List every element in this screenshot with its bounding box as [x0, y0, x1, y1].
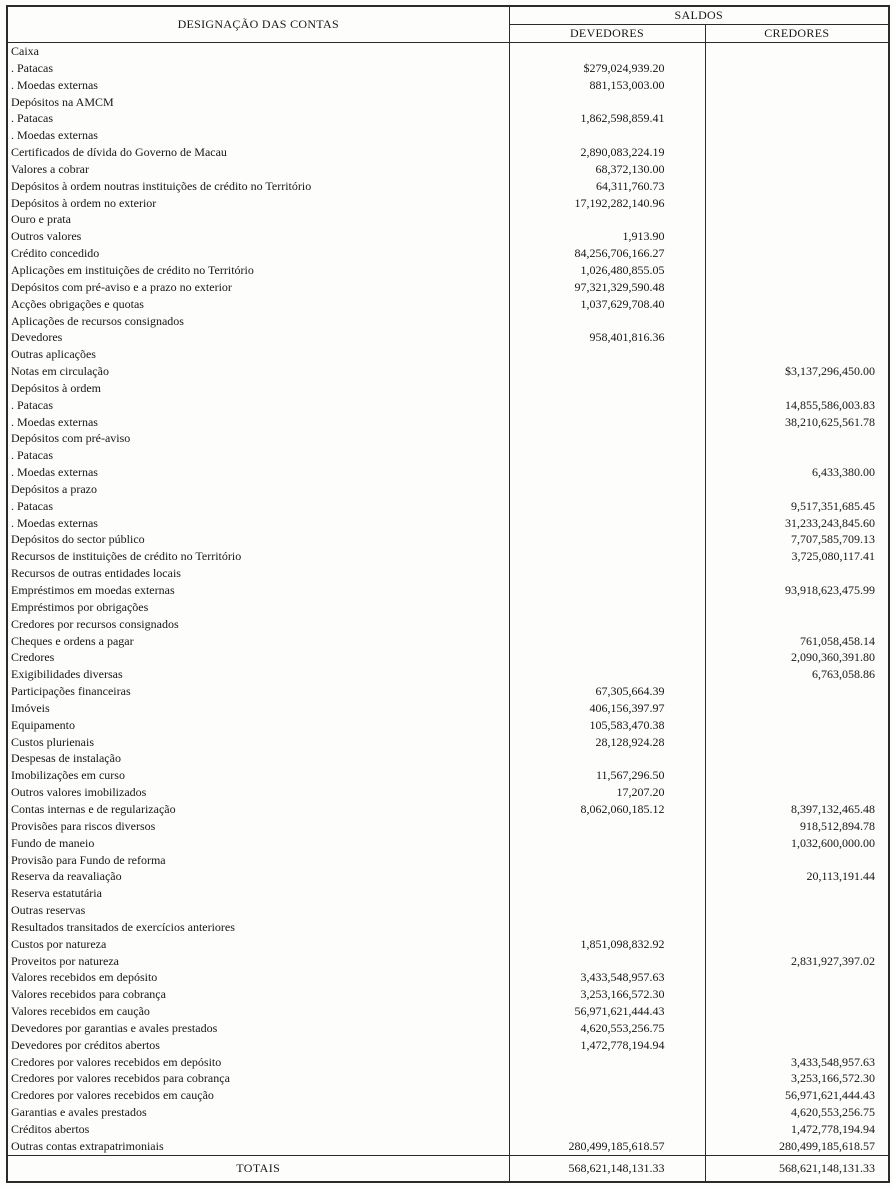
devedores-value: 1,862,598,859.41 — [509, 110, 705, 127]
account-name: Contas internas e de regularização — [7, 801, 509, 818]
credores-value: 3,433,548,957.63 — [705, 1054, 889, 1071]
credores-value — [705, 750, 889, 767]
devedores-value: 1,472,778,194.94 — [509, 1037, 705, 1054]
account-name: Depósitos na AMCM — [7, 94, 509, 111]
credores-value — [705, 885, 889, 902]
credores-value: 6,433,380.00 — [705, 464, 889, 481]
credores-value — [705, 228, 889, 245]
account-row — [7, 1020, 889, 1037]
account-row — [7, 245, 889, 262]
credores-value: 761,058,458.14 — [705, 633, 889, 650]
account-name: Recursos de instituições de crédito no Território — [7, 548, 509, 565]
account-row — [7, 767, 889, 784]
account-row — [7, 750, 889, 767]
totals-devedores-value: 568,621,148,131.33 — [509, 1155, 705, 1182]
credores-value — [705, 77, 889, 94]
devedores-value — [509, 868, 705, 885]
account-name: Provisão para Fundo de reforma — [7, 852, 509, 869]
devedores-value: 64,311,760.73 — [509, 178, 705, 195]
credores-value — [705, 700, 889, 717]
credores-value — [705, 1003, 889, 1020]
credores-value — [705, 1020, 889, 1037]
account-row — [7, 262, 889, 279]
credores-value: 31,233,243,845.60 — [705, 515, 889, 532]
credores-value — [705, 43, 889, 60]
credores-value — [705, 110, 889, 127]
account-name: . Patacas — [7, 498, 509, 515]
devedores-value: 97,321,329,590.48 — [509, 279, 705, 296]
account-name: Custos por natureza — [7, 936, 509, 953]
account-name: Devedores por créditos abertos — [7, 1037, 509, 1054]
account-row — [7, 313, 889, 330]
account-row — [7, 683, 889, 700]
devedores-value: 406,156,397.97 — [509, 700, 705, 717]
devedores-value: 1,851,098,832.92 — [509, 936, 705, 953]
account-row — [7, 531, 889, 548]
devedores-value: 1,913.90 — [509, 228, 705, 245]
account-name: Imóveis — [7, 700, 509, 717]
devedores-value — [509, 649, 705, 666]
account-name: Valores recebidos em caução — [7, 1003, 509, 1020]
devedores-value: 1,026,480,855.05 — [509, 262, 705, 279]
account-name: . Moedas externas — [7, 77, 509, 94]
account-row — [7, 161, 889, 178]
column-header-designacao-das-contas: DESIGNAÇÃO DAS CONTAS — [7, 6, 509, 43]
account-name: Recursos de outras entidades locais — [7, 565, 509, 582]
account-row — [7, 717, 889, 734]
account-name: Depósitos com pré-aviso e a prazo no exterior — [7, 279, 509, 296]
account-row — [7, 565, 889, 582]
account-row — [7, 868, 889, 885]
account-row — [7, 363, 889, 380]
totals-row — [7, 1155, 889, 1182]
devedores-value — [509, 616, 705, 633]
account-row — [7, 94, 889, 111]
account-row — [7, 498, 889, 515]
devedores-value — [509, 565, 705, 582]
credores-value — [705, 346, 889, 363]
account-name: Empréstimos por obrigações — [7, 599, 509, 616]
devedores-value — [509, 346, 705, 363]
account-row — [7, 986, 889, 1003]
credores-value — [705, 1037, 889, 1054]
credores-value — [705, 380, 889, 397]
credores-value — [705, 313, 889, 330]
account-row — [7, 852, 889, 869]
account-name: Equipamento — [7, 717, 509, 734]
devedores-value — [509, 902, 705, 919]
account-name: Reserva estatutária — [7, 885, 509, 902]
account-row — [7, 1087, 889, 1104]
devedores-value — [509, 633, 705, 650]
account-row — [7, 1054, 889, 1071]
credores-value: $3,137,296,450.00 — [705, 363, 889, 380]
credores-value — [705, 60, 889, 77]
devedores-value: 56,971,621,444.43 — [509, 1003, 705, 1020]
account-name: . Moedas externas — [7, 127, 509, 144]
account-row — [7, 178, 889, 195]
credores-value — [705, 969, 889, 986]
credores-value: 3,253,166,572.30 — [705, 1070, 889, 1087]
credores-value — [705, 784, 889, 801]
account-row — [7, 582, 889, 599]
devedores-value: 84,256,706,166.27 — [509, 245, 705, 262]
credores-value — [705, 902, 889, 919]
account-row — [7, 447, 889, 464]
devedores-value — [509, 818, 705, 835]
credores-value — [705, 178, 889, 195]
header-row-saldos — [7, 6, 889, 25]
account-name: Fundo de maneio — [7, 835, 509, 852]
account-name: Acções obrigações e quotas — [7, 296, 509, 313]
account-name: Caixa — [7, 43, 509, 60]
credores-value: 93,918,623,475.99 — [705, 582, 889, 599]
account-row — [7, 1138, 889, 1155]
devedores-value — [509, 1121, 705, 1138]
account-name: Credores por valores recebidos em caução — [7, 1087, 509, 1104]
account-row — [7, 1070, 889, 1087]
account-name: Resultados transitados de exercícios anteriores — [7, 919, 509, 936]
devedores-value: 68,372,130.00 — [509, 161, 705, 178]
credores-value — [705, 734, 889, 751]
account-row — [7, 1037, 889, 1054]
devedores-value: 4,620,553,256.75 — [509, 1020, 705, 1037]
credores-value — [705, 329, 889, 346]
account-name: . Patacas — [7, 447, 509, 464]
accounts-table-header — [7, 6, 889, 43]
account-row — [7, 127, 889, 144]
accounts-table — [6, 5, 890, 1183]
account-row — [7, 1121, 889, 1138]
credores-value — [705, 767, 889, 784]
account-row — [7, 734, 889, 751]
account-name: Credores — [7, 649, 509, 666]
account-name: Crédito concedido — [7, 245, 509, 262]
account-name: Depósitos com pré-aviso — [7, 430, 509, 447]
account-name: Credores por valores recebidos para cobrança — [7, 1070, 509, 1087]
account-row — [7, 144, 889, 161]
account-name: Certificados de dívida do Governo de Macau — [7, 144, 509, 161]
devedores-value — [509, 363, 705, 380]
account-name: . Moedas externas — [7, 515, 509, 532]
column-header-saldos: SALDOS — [509, 6, 889, 25]
account-name: Valores recebidos em depósito — [7, 969, 509, 986]
devedores-value: 958,401,816.36 — [509, 329, 705, 346]
devedores-value — [509, 498, 705, 515]
account-name: Depósitos à ordem no exterior — [7, 195, 509, 212]
devedores-value — [509, 885, 705, 902]
account-name: Outras contas extrapatrimoniais — [7, 1138, 509, 1155]
account-row — [7, 936, 889, 953]
totals-credores-value: 568,621,148,131.33 — [705, 1155, 889, 1182]
account-row — [7, 77, 889, 94]
credores-value: 38,210,625,561.78 — [705, 414, 889, 431]
devedores-value — [509, 919, 705, 936]
account-row — [7, 397, 889, 414]
account-row — [7, 43, 889, 60]
account-row — [7, 919, 889, 936]
credores-value — [705, 245, 889, 262]
account-name: Outros valores — [7, 228, 509, 245]
credores-value: 2,090,360,391.80 — [705, 649, 889, 666]
account-row — [7, 1003, 889, 1020]
credores-value — [705, 127, 889, 144]
account-name: Notas em circulação — [7, 363, 509, 380]
account-name: Outras reservas — [7, 902, 509, 919]
credores-value: 9,517,351,685.45 — [705, 498, 889, 515]
account-name: Provisões para riscos diversos — [7, 818, 509, 835]
credores-value — [705, 852, 889, 869]
credores-value — [705, 616, 889, 633]
account-row — [7, 279, 889, 296]
devedores-value: 1,037,629,708.40 — [509, 296, 705, 313]
devedores-value — [509, 94, 705, 111]
credores-value — [705, 195, 889, 212]
devedores-value — [509, 481, 705, 498]
devedores-value — [509, 430, 705, 447]
account-name: . Moedas externas — [7, 414, 509, 431]
devedores-value: 17,207.20 — [509, 784, 705, 801]
account-row — [7, 464, 889, 481]
account-name: Depósitos a prazo — [7, 481, 509, 498]
devedores-value — [509, 43, 705, 60]
devedores-value — [509, 211, 705, 228]
devedores-value — [509, 852, 705, 869]
credores-value — [705, 599, 889, 616]
account-name: Aplicações em instituições de crédito no Território — [7, 262, 509, 279]
account-name: Exigibilidades diversas — [7, 666, 509, 683]
credores-value — [705, 565, 889, 582]
devedores-value — [509, 582, 705, 599]
account-name: Outras aplicações — [7, 346, 509, 363]
account-name: Depósitos à ordem noutras instituições de crédito no Território — [7, 178, 509, 195]
credores-value: 6,763,058.86 — [705, 666, 889, 683]
credores-value: 8,397,132,465.48 — [705, 801, 889, 818]
account-row — [7, 616, 889, 633]
devedores-value: 17,192,282,140.96 — [509, 195, 705, 212]
account-name: Créditos abertos — [7, 1121, 509, 1138]
account-name: . Patacas — [7, 110, 509, 127]
credores-value — [705, 430, 889, 447]
devedores-value — [509, 313, 705, 330]
devedores-value: 2,890,083,224.19 — [509, 144, 705, 161]
account-row — [7, 515, 889, 532]
devedores-value: 67,305,664.39 — [509, 683, 705, 700]
devedores-value: 28,128,924.28 — [509, 734, 705, 751]
devedores-value — [509, 1087, 705, 1104]
devedores-value: 11,567,296.50 — [509, 767, 705, 784]
account-row — [7, 430, 889, 447]
devedores-value — [509, 531, 705, 548]
credores-value: 14,855,586,003.83 — [705, 397, 889, 414]
account-name: Ouro e prata — [7, 211, 509, 228]
devedores-value — [509, 548, 705, 565]
credores-value — [705, 936, 889, 953]
account-name: Custos plurienais — [7, 734, 509, 751]
account-name: Aplicações de recursos consignados — [7, 313, 509, 330]
account-name: Valores recebidos para cobrança — [7, 986, 509, 1003]
credores-value — [705, 717, 889, 734]
devedores-value: 3,253,166,572.30 — [509, 986, 705, 1003]
devedores-value — [509, 397, 705, 414]
credores-value: 4,620,553,256.75 — [705, 1104, 889, 1121]
account-name: Devedores — [7, 329, 509, 346]
account-row — [7, 110, 889, 127]
account-row — [7, 649, 889, 666]
account-name: Participações financeiras — [7, 683, 509, 700]
account-row — [7, 801, 889, 818]
credores-value — [705, 447, 889, 464]
account-name: . Patacas — [7, 397, 509, 414]
devedores-value — [509, 1070, 705, 1087]
devedores-value — [509, 515, 705, 532]
credores-value — [705, 279, 889, 296]
devedores-value: 881,153,003.00 — [509, 77, 705, 94]
account-row — [7, 329, 889, 346]
account-row — [7, 380, 889, 397]
account-row — [7, 818, 889, 835]
accounts-table-footer — [7, 1155, 889, 1182]
credores-value — [705, 919, 889, 936]
account-row — [7, 211, 889, 228]
account-row — [7, 953, 889, 970]
credores-value: 56,971,621,444.43 — [705, 1087, 889, 1104]
account-name: Imobilizações em curso — [7, 767, 509, 784]
account-name: Credores por valores recebidos em depósito — [7, 1054, 509, 1071]
credores-value: 20,113,191.44 — [705, 868, 889, 885]
devedores-value — [509, 380, 705, 397]
devedores-value — [509, 666, 705, 683]
totals-label: TOTAIS — [7, 1155, 509, 1182]
devedores-value — [509, 414, 705, 431]
account-name: . Patacas — [7, 60, 509, 77]
devedores-value — [509, 953, 705, 970]
account-row — [7, 835, 889, 852]
account-name: Depósitos do sector público — [7, 531, 509, 548]
account-row — [7, 60, 889, 77]
credores-value — [705, 683, 889, 700]
devedores-value: 3,433,548,957.63 — [509, 969, 705, 986]
account-name: Reserva da reavaliação — [7, 868, 509, 885]
column-header-devedores: DEVEDORES — [509, 25, 705, 43]
account-row — [7, 885, 889, 902]
account-row — [7, 346, 889, 363]
devedores-value — [509, 1054, 705, 1071]
account-name: . Moedas externas — [7, 464, 509, 481]
account-row — [7, 784, 889, 801]
account-name: Despesas de instalação — [7, 750, 509, 767]
devedores-value — [509, 447, 705, 464]
credores-value — [705, 211, 889, 228]
devedores-value — [509, 835, 705, 852]
credores-value — [705, 481, 889, 498]
account-row — [7, 195, 889, 212]
accounts-table-body — [7, 43, 889, 1156]
devedores-value — [509, 750, 705, 767]
devedores-value — [509, 599, 705, 616]
devedores-value: 105,583,470.38 — [509, 717, 705, 734]
credores-value — [705, 144, 889, 161]
credores-value: 1,472,778,194.94 — [705, 1121, 889, 1138]
credores-value — [705, 94, 889, 111]
credores-value: 3,725,080,117.41 — [705, 548, 889, 565]
account-name: Devedores por garantias e avales prestados — [7, 1020, 509, 1037]
credores-value: 2,831,927,397.02 — [705, 953, 889, 970]
devedores-value: $279,024,939.20 — [509, 60, 705, 77]
credores-value — [705, 296, 889, 313]
credores-value: 7,707,585,709.13 — [705, 531, 889, 548]
account-name: Credores por recursos consignados — [7, 616, 509, 633]
account-row — [7, 599, 889, 616]
account-name: Depósitos à ordem — [7, 380, 509, 397]
account-row — [7, 414, 889, 431]
account-row — [7, 1104, 889, 1121]
account-row — [7, 969, 889, 986]
account-row — [7, 666, 889, 683]
credores-value: 280,499,185,618.57 — [705, 1138, 889, 1155]
account-name: Empréstimos em moedas externas — [7, 582, 509, 599]
column-header-credores: CREDORES — [705, 25, 889, 43]
devedores-value: 280,499,185,618.57 — [509, 1138, 705, 1155]
account-row — [7, 902, 889, 919]
account-row — [7, 481, 889, 498]
account-row — [7, 633, 889, 650]
credores-value — [705, 262, 889, 279]
account-row — [7, 548, 889, 565]
devedores-value — [509, 127, 705, 144]
credores-value: 918,512,894.78 — [705, 818, 889, 835]
account-row — [7, 296, 889, 313]
credores-value: 1,032,600,000.00 — [705, 835, 889, 852]
account-row — [7, 228, 889, 245]
devedores-value — [509, 464, 705, 481]
account-name: Proveitos por natureza — [7, 953, 509, 970]
account-name: Garantias e avales prestados — [7, 1104, 509, 1121]
account-name: Valores a cobrar — [7, 161, 509, 178]
account-row — [7, 700, 889, 717]
devedores-value: 8,062,060,185.12 — [509, 801, 705, 818]
account-name: Cheques e ordens a pagar — [7, 633, 509, 650]
devedores-value — [509, 1104, 705, 1121]
credores-value — [705, 986, 889, 1003]
credores-value — [705, 161, 889, 178]
account-name: Outros valores imobilizados — [7, 784, 509, 801]
